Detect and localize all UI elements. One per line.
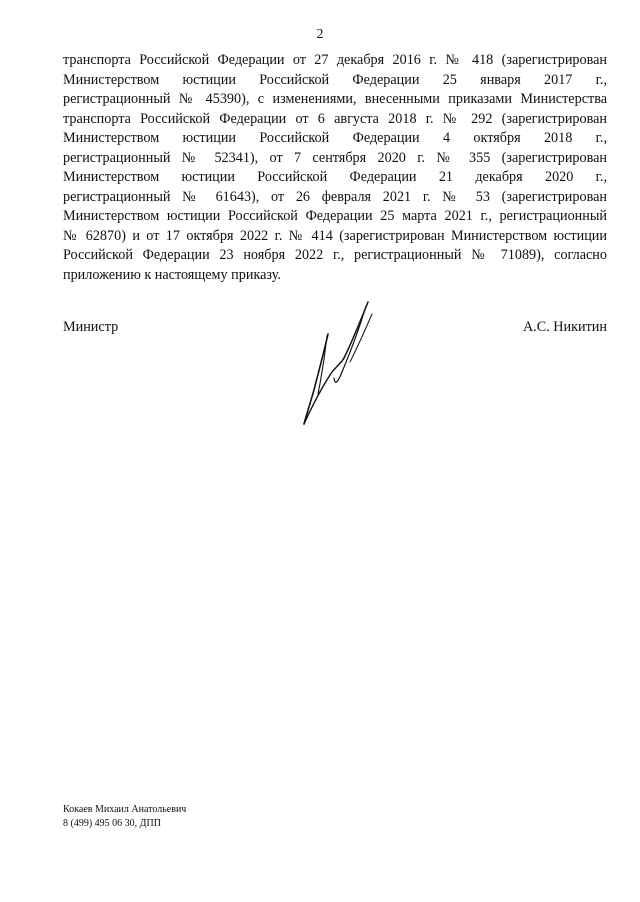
- signatory-name: А.С. Никитин: [522, 319, 607, 335]
- signatory-title: Министр: [63, 319, 119, 335]
- body-line: регистрационный № 52341), от 7 сентября 2020 г. № 355 (зарегистрирован: [63, 149, 607, 166]
- body-line: регистрационный № 45390), с изменениями, внесенными приказами Министерства: [63, 91, 607, 107]
- body-text: [63, 51, 607, 285]
- body-line: Министерством юстиции Российской Федерации 25 января 2017 г.,: [63, 71, 607, 88]
- page-number: 2: [316, 27, 324, 42]
- executor-name: Кокаев Михаил Анатольевич: [63, 804, 187, 815]
- body-line: приложению к настоящему приказу.: [63, 266, 281, 283]
- handwritten-signature: [292, 296, 382, 432]
- executor-phone: 8 (499) 495 06 30, ДПП: [63, 818, 161, 829]
- body-line: Российской Федерации 23 ноября 2022 г., регистрационный № 71089), согласно: [63, 247, 607, 263]
- executor-info: [63, 803, 186, 831]
- body-line: Министерством юстиции Российской Федерации 25 марта 2021 г., регистрационный: [63, 208, 607, 224]
- body-line: транспорта Российской Федерации от 6 августа 2018 г. № 292 (зарегистрирован: [63, 110, 607, 127]
- body-line: транспорта Российской Федерации от 27 декабря 2016 г. № 418 (зарегистрирован: [63, 52, 607, 68]
- body-line: № 62870) и от 17 октября 2022 г. № 414 (зарегистрирован Министерством юстиции: [63, 227, 607, 244]
- body-line: Министерством юстиции Российской Федерации 21 декабря 2020 г.,: [63, 169, 607, 185]
- body-line: Министерством юстиции Российской Федерации 4 октября 2018 г.,: [63, 130, 607, 146]
- body-line: регистрационный № 61643), от 26 февраля 2021 г. № 53 (зарегистрирован: [63, 188, 607, 205]
